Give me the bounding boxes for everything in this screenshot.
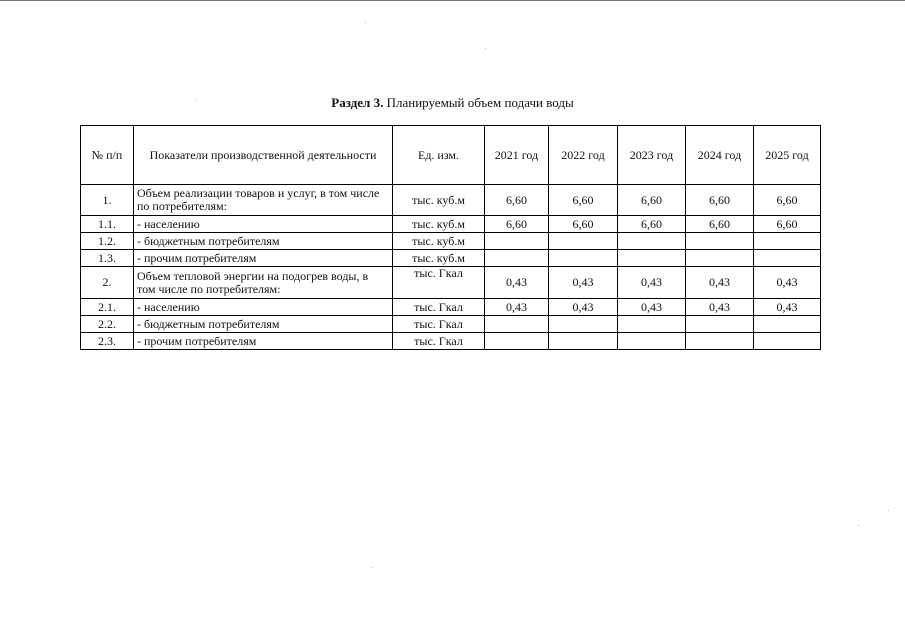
- header-2025: 2025 год: [754, 126, 821, 185]
- value-2021: [485, 250, 549, 267]
- row-num: 1.3.: [81, 250, 134, 267]
- table-row: [81, 233, 821, 250]
- value-2024: 0,43: [686, 299, 754, 316]
- scan-speck: [485, 48, 486, 49]
- value-2022: [549, 333, 618, 350]
- value-2025: 6,60: [754, 216, 821, 233]
- water-supply-plan-table: [80, 125, 821, 350]
- row-indicator: Объем тепловой энергии на подогрев воды, в том числе по потребителям:: [134, 267, 393, 299]
- value-2021: [485, 233, 549, 250]
- row-indicator: - прочим потребителям: [134, 250, 393, 267]
- header-2022: 2022 год: [549, 126, 618, 185]
- table-row: [81, 216, 821, 233]
- scan-speck: [858, 525, 859, 526]
- value-2022: 0,43: [549, 299, 618, 316]
- header-2024: 2024 год: [686, 126, 754, 185]
- row-unit: тыс. куб.м: [393, 216, 485, 233]
- row-num: 1.2.: [81, 233, 134, 250]
- row-num: 2.3.: [81, 333, 134, 350]
- row-indicator: Объем реализации товаров и услуг, в том числе по потребителям:: [134, 185, 393, 216]
- header-num: № п/п: [81, 126, 134, 185]
- table-row: [81, 316, 821, 333]
- value-2023: [618, 316, 686, 333]
- value-2021: [485, 333, 549, 350]
- row-unit: тыс. Гкал: [393, 299, 485, 316]
- value-2023: [618, 333, 686, 350]
- table-row: [81, 299, 821, 316]
- table-row: [81, 185, 821, 216]
- scan-speck: [372, 567, 373, 568]
- value-2024: 6,60: [686, 216, 754, 233]
- value-2024: 6,60: [686, 185, 754, 216]
- header-unit: Ед. изм.: [393, 126, 485, 185]
- value-2022: 6,60: [549, 216, 618, 233]
- value-2025: 0,43: [754, 299, 821, 316]
- value-2021: 6,60: [485, 185, 549, 216]
- value-2025: [754, 333, 821, 350]
- header-2023: 2023 год: [618, 126, 686, 185]
- section-title: [0, 95, 905, 111]
- table-header-row: [81, 126, 821, 185]
- value-2021: 6,60: [485, 216, 549, 233]
- value-2021: 0,43: [485, 267, 549, 299]
- header-indicator: Показатели производственной деятельности: [134, 126, 393, 185]
- table-row: [81, 333, 821, 350]
- row-unit: тыс. Гкал: [393, 267, 485, 299]
- value-2022: 0,43: [549, 267, 618, 299]
- row-num: 2.: [81, 267, 134, 299]
- row-unit: тыс. куб.м: [393, 185, 485, 216]
- scan-speck: [195, 100, 196, 101]
- value-2025: 0,43: [754, 267, 821, 299]
- row-indicator: - населению: [134, 299, 393, 316]
- row-num: 2.2.: [81, 316, 134, 333]
- row-indicator: - прочим потребителям: [134, 333, 393, 350]
- row-indicator: - бюджетным потребителям: [134, 316, 393, 333]
- row-num: 1.: [81, 185, 134, 216]
- header-2021: 2021 год: [485, 126, 549, 185]
- value-2021: [485, 316, 549, 333]
- row-indicator: - населению: [134, 216, 393, 233]
- value-2025: [754, 316, 821, 333]
- value-2024: [686, 233, 754, 250]
- row-unit: тыс. Гкал: [393, 333, 485, 350]
- value-2025: 6,60: [754, 185, 821, 216]
- value-2025: [754, 250, 821, 267]
- value-2022: [549, 250, 618, 267]
- section-title-text: Планируемый объем подачи воды: [383, 95, 574, 110]
- value-2023: 0,43: [618, 299, 686, 316]
- value-2023: 6,60: [618, 216, 686, 233]
- scan-speck: [365, 22, 366, 23]
- row-num: 2.1.: [81, 299, 134, 316]
- row-unit: тыс. куб.м: [393, 250, 485, 267]
- row-unit: тыс. куб.м: [393, 233, 485, 250]
- row-indicator: - бюджетным потребителям: [134, 233, 393, 250]
- value-2024: [686, 316, 754, 333]
- value-2024: [686, 250, 754, 267]
- value-2023: 6,60: [618, 185, 686, 216]
- value-2024: [686, 333, 754, 350]
- top-border-line: [0, 0, 905, 1]
- value-2025: [754, 233, 821, 250]
- value-2023: 0,43: [618, 267, 686, 299]
- row-num: 1.1.: [81, 216, 134, 233]
- value-2022: [549, 316, 618, 333]
- value-2022: [549, 233, 618, 250]
- scan-speck: [888, 510, 889, 511]
- value-2022: 6,60: [549, 185, 618, 216]
- table-row: [81, 267, 821, 299]
- value-2023: [618, 250, 686, 267]
- table-row: [81, 250, 821, 267]
- value-2021: 0,43: [485, 299, 549, 316]
- row-unit: тыс. Гкал: [393, 316, 485, 333]
- value-2024: 0,43: [686, 267, 754, 299]
- section-title-bold: Раздел 3.: [331, 95, 384, 110]
- value-2023: [618, 233, 686, 250]
